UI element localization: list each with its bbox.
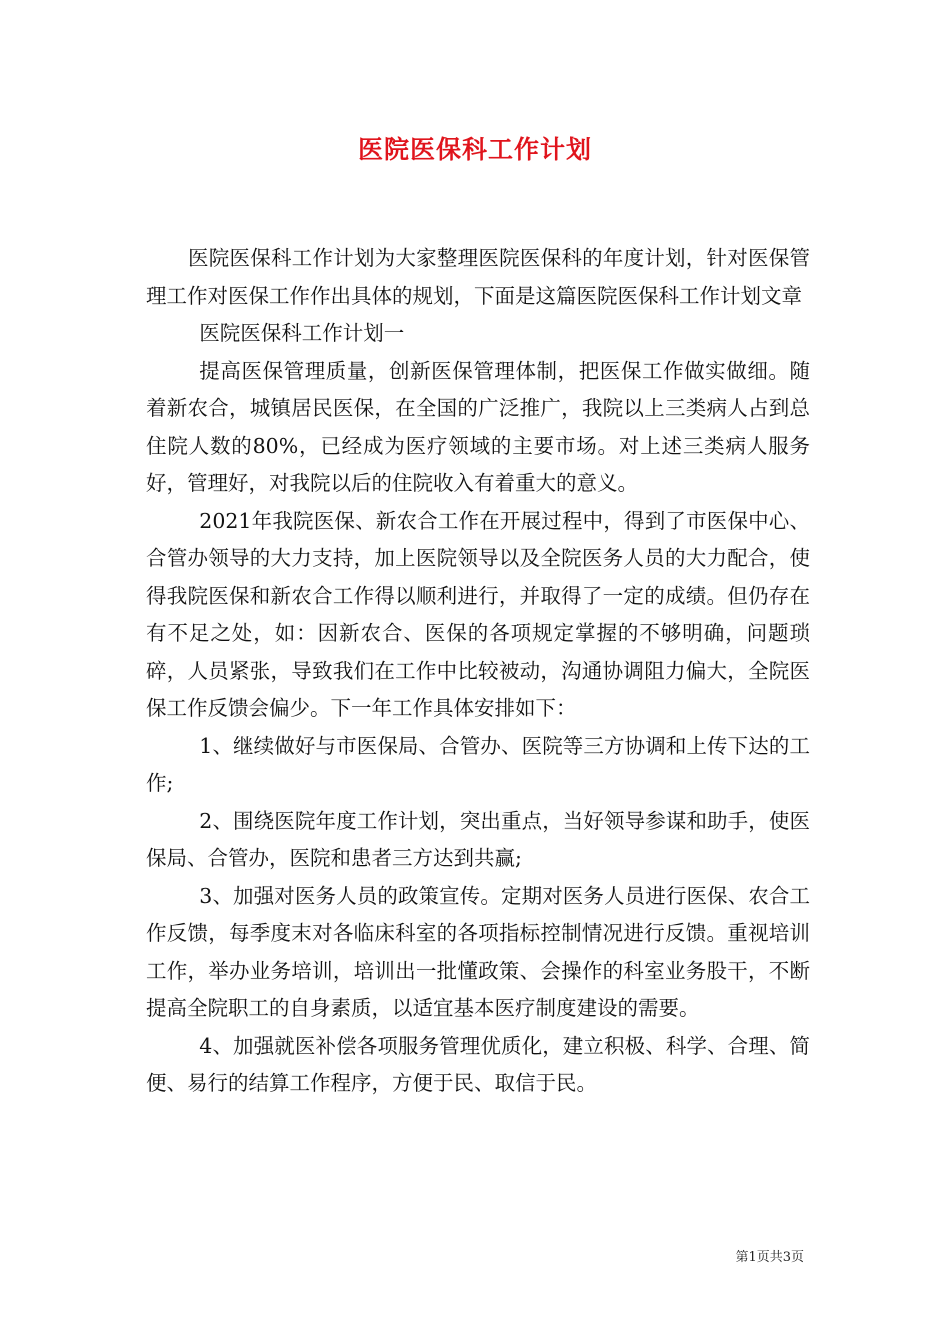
- list-item: 3、加强对医务人员的政策宣传。定期对医务人员进行医保、农合工作反馈，每季度末对各临床科室的各项指标控制情况进行反馈。重视培训工作，举办业务培训，培训出一批懂政策、会操作的科室业务股干，不断提高全院职工的自身素质，以适宜基本医疗制度建设的需要。: [146, 883, 810, 1020]
- intro-paragraph: 医院医保科工作计划为大家整理医院医保科的年度计划，针对医保管理工作对医保工作作出具体的规划，下面是这篇医院医保科工作计划文章: [146, 246, 810, 308]
- body-paragraph: 提高医保管理质量，创新医保管理体制，把医保工作做实做细。随着新农合，城镇居民医保，在全国的广泛推广，我院以上三类病人占到总住院人数的80%，已经成为医疗领域的主要市场。对上述三类病人服务好，管理好，对我院以后的住院收入有着重大的意义。: [146, 358, 810, 495]
- list-item: 4、加强就医补偿各项服务管理优质化，建立积极、科学、合理、简便、易行的结算工作程序，方便于民、取信于民。: [146, 1033, 810, 1095]
- list-item: 2、围绕医院年度工作计划，突出重点，当好领导参谋和助手，使医保局、合管办，医院和患者三方达到共赢;: [146, 808, 810, 870]
- body-paragraph: 2021年我院医保、新农合工作在开展过程中，得到了市医保中心、合管办领导的大力支持，加上医院领导以及全院医务人员的大力配合，使得我院医保和新农合工作得以顺利进行，并取得了一定的成绩。但仍存在有不足之处，如：因新农合、医保的各项规定掌握的不够明确，问题琐碎，人员紧张，导致我们在工作中比较被动，沟通协调阻力偏大，全院医保工作反馈会偏少。下一年工作具体安排如下：: [146, 508, 810, 720]
- document-body: [146, 240, 810, 1103]
- section-heading: 医院医保科工作计划一: [199, 321, 405, 345]
- page-indicator: 第1页共3页: [735, 1250, 804, 1265]
- list-item: 1、继续做好与市医保局、合管办、医院等三方协调和上传下达的工作;: [146, 733, 810, 795]
- document-title: 医院医保科工作计划: [357, 135, 592, 164]
